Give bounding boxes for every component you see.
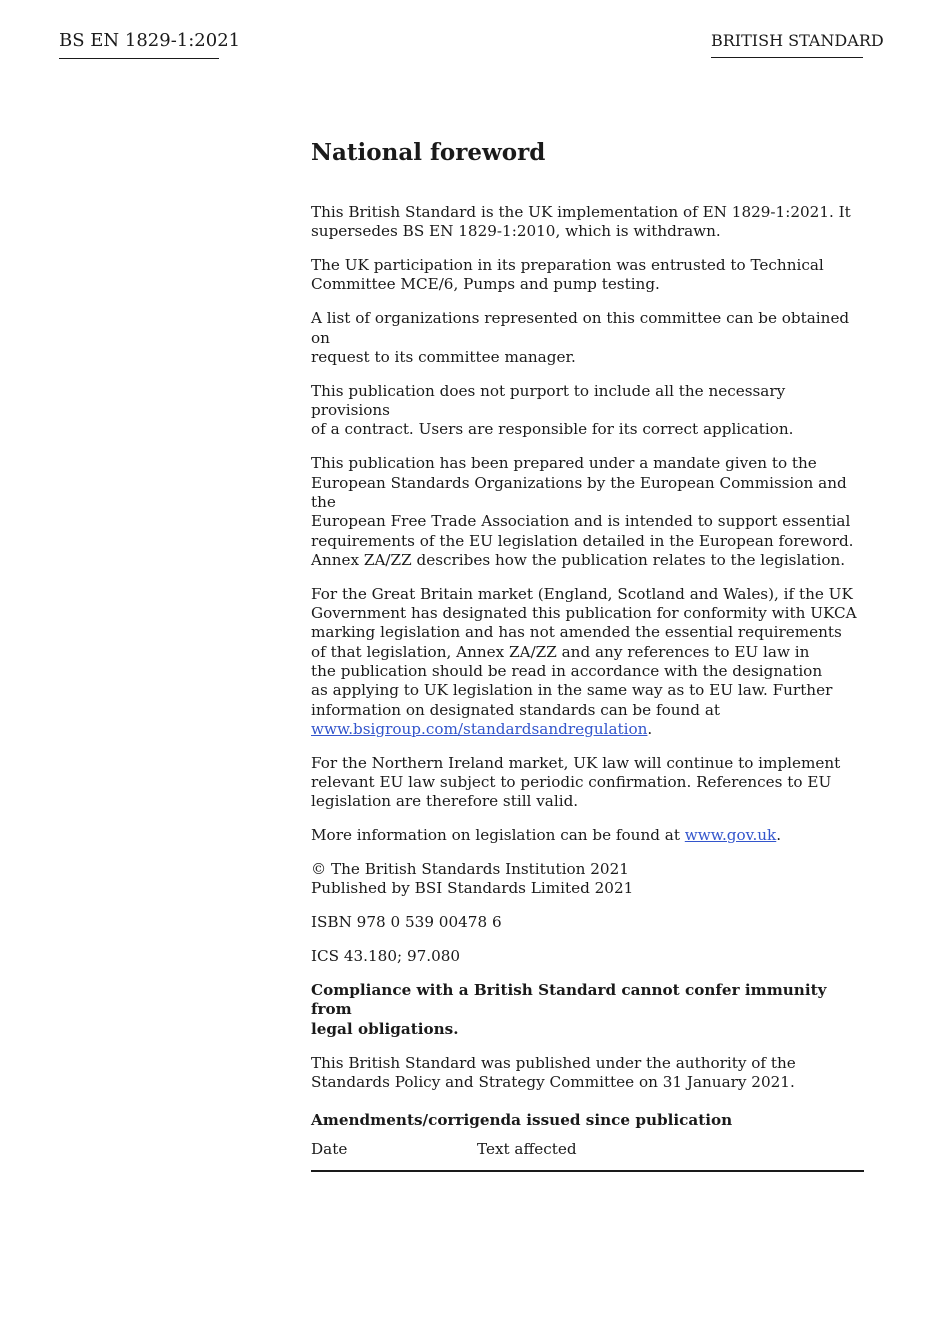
more-info-text: More information on legislation can be found at bbox=[311, 826, 685, 845]
paragraph-ni-market: For the Northern Ireland market, UK law will continue to implement relevant EU law subject to periodic confirmation. References to EU legislation are therefore still valid. bbox=[311, 753, 841, 811]
bsigroup-link[interactable]: www.bsigroup.com/standardsandregulation bbox=[311, 719, 648, 738]
gb-market-text: For the Great Britain market (England, Scotland and Wales), if the UK Government has designated this publication for conformity with UKCA marking legislation and has not amended the essential requirements of that legislation, Annex ZA/ZZ and any references to EU law in the publication should be read in accordance with the designation as applying to UK legislation in the same way as to EU law. Further information on designated standards can be found at bbox=[311, 584, 857, 719]
paragraph-provisions: This publication does not purport to include all the necessary provisions of a contract. Users are responsible for its correct application. bbox=[311, 381, 794, 439]
paragraph-committee: The UK participation in its preparation was entrusted to Technical Committee MCE/6, Pumps and pump testing. bbox=[311, 256, 824, 294]
paragraph-mandate: This publication has been prepared under a mandate given to the European Standards Organizations by the European Commission and the European Free Trade Association and is intended to support essential requirements of the EU legislation detailed in the European foreword. Annex ZA/ZZ describes how the publication relates to the legislation. bbox=[311, 454, 854, 569]
ics-codes: ICS 43.180; 97.080 bbox=[311, 947, 461, 966]
gb-market-end: . bbox=[647, 719, 653, 738]
paragraph-more-info bbox=[311, 826, 864, 845]
foreword-content bbox=[311, 138, 864, 1172]
column-text-affected: Text affected bbox=[477, 1140, 577, 1159]
paragraph-gb-market bbox=[311, 585, 864, 739]
authority-statement: This British Standard was published under the authority of the Standards Policy and Strategy Committee on 31 January 2021. bbox=[311, 1053, 796, 1091]
copyright-notice: © The British Standards Institution 2021 Published by BSI Standards Limited 2021 bbox=[311, 860, 634, 898]
gov-uk-link[interactable]: www.gov.uk bbox=[684, 826, 777, 845]
isbn: ISBN 978 0 539 00478 6 bbox=[311, 913, 502, 932]
column-date: Date bbox=[311, 1140, 348, 1159]
amendments-title: Amendments/corrigenda issued since publication bbox=[311, 1111, 733, 1130]
paragraph-implementation: This British Standard is the UK implementation of EN 1829-1:2021. It supersedes BS EN 1829-1:2010, which is withdrawn. bbox=[311, 203, 851, 241]
document-id: BS EN 1829-1:2021 bbox=[59, 30, 219, 59]
document-type: BRITISH STANDARD bbox=[711, 31, 863, 58]
paragraph-organizations: A list of organizations represented on this committee can be obtained on request to its committee manager. bbox=[311, 309, 850, 366]
more-info-end: . bbox=[776, 826, 782, 845]
compliance-statement: Compliance with a British Standard cannot confer immunity from legal obligations. bbox=[311, 981, 827, 1038]
amendments-table-header bbox=[311, 1140, 864, 1171]
page-title: National foreword bbox=[311, 139, 546, 166]
